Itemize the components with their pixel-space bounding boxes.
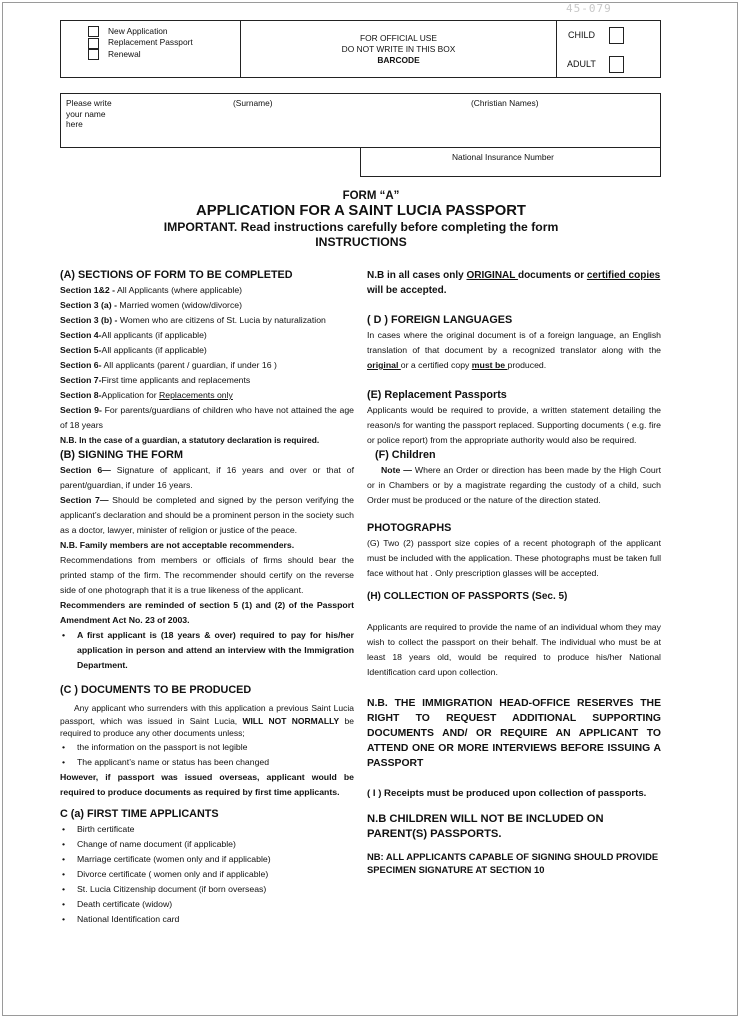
checkbox[interactable] xyxy=(88,26,99,37)
list-item: • Change of name document (if applicable) xyxy=(60,837,354,852)
official-use-box xyxy=(241,33,556,66)
name-box[interactable] xyxy=(60,93,661,148)
right-column xyxy=(367,268,661,876)
signing-section-7: Section 7— Should be completed and signed by the person verifying the applicant’s declaration and should be a prominent person in the society such as a doctor, lawyer, minister of religion or justice of the peace. xyxy=(60,495,354,535)
section-e-text: Applicants would be required to provide, a written statement detailing the reason/s for wanting the passport replaced. Supporting documents ( e.g. fire or police report) from the appropriate authority would also be required. xyxy=(367,405,661,445)
section-ca-heading: C (a) FIRST TIME APPLICANTS xyxy=(60,807,219,820)
section-c-paragraph: Any applicant who surrenders with this application a previous Saint Lucia passport, which was issued in Saint Lucia, WILL NOT NORMALLY be required to produce any other documents unless; xyxy=(60,703,354,738)
recommenders-reminder: Recommenders are reminded of section 5 (1) and (2) of the Passport Amendment Act No. 23 of 2003. xyxy=(60,600,354,625)
section-b-heading: (B) SIGNING THE FORM xyxy=(60,449,183,461)
form-label: FORM “A” xyxy=(342,190,400,202)
nb-signature: NB: ALL APPLICANTS CAPABLE OF SIGNING SHOULD PROVIDE SPECIMEN SIGNATURE AT SECTION 10 xyxy=(367,851,659,875)
adult-label: ADULT xyxy=(567,59,596,69)
section-9: Section 9- For parents/guardians of children who have not attained the age of 18 years xyxy=(60,405,354,430)
photographs-heading: PHOTOGRAPHS xyxy=(367,522,452,534)
christian-names-label: (Christian Names) xyxy=(471,98,539,108)
section-5: Section 5-All applicants (if applicable) xyxy=(60,345,207,355)
checkbox[interactable] xyxy=(88,49,99,60)
section-e-heading: (E) Replacement Passports xyxy=(367,389,507,401)
section-3a: Section 3 (a) - Married women (widow/divorce) xyxy=(60,300,243,310)
official-use-line2: DO NOT WRITE IN THIS BOX xyxy=(341,44,456,54)
section-6: Section 6- All applicants (parent / guardian, if under 16 ) xyxy=(60,360,277,370)
section-4: Section 4-All applicants (if applicable) xyxy=(60,330,207,340)
header-divider-right xyxy=(556,20,557,78)
list-item: • St. Lucia Citizenship document (if born overseas) xyxy=(60,882,354,897)
section-h-heading: (H) COLLECTION OF PASSPORTS (Sec. 5) xyxy=(367,591,568,602)
checkbox[interactable] xyxy=(88,38,99,49)
nb-head-office: N.B. THE IMMIGRATION HEAD-OFFICE RESERVES THE RIGHT TO REQUEST ADDITIONAL SUPPORTING DOCUMENTS AND/ OR REQUIRE AN APPLICANT TO ATTEND ONE OR MORE INTERVIEWS BEFORE ISSUING A PASSPORT xyxy=(367,698,661,769)
surname-label: (Surname) xyxy=(233,98,273,108)
section-7: Section 7-First time applicants and replacements xyxy=(60,375,251,385)
left-column xyxy=(60,268,354,927)
important-notice: IMPORTANT. Read instructions carefully before completing the form xyxy=(163,220,559,234)
section-c-bullet: • The applicant’s name or status has been changed xyxy=(60,755,354,770)
adult-checkbox[interactable] xyxy=(609,56,624,73)
barcode-label: BARCODE xyxy=(377,55,420,65)
section-d-heading: ( D ) FOREIGN LANGUAGES xyxy=(367,314,513,326)
section-c-heading: (C ) DOCUMENTS TO BE PRODUCED xyxy=(60,684,252,696)
overseas-note: However, if passport was issued overseas, applicant would be required to produce documents as required by first time applicants. xyxy=(60,771,354,797)
nb-family: N.B. Family members are not acceptable recommenders. xyxy=(60,540,295,550)
option-replacement-passport[interactable]: Replacement Passport xyxy=(88,37,193,48)
child-checkbox[interactable] xyxy=(609,27,624,44)
section-3b: Section 3 (b) - Women who are citizens of St. Lucia by naturalization xyxy=(60,315,326,325)
corner-stamp: 45-079 xyxy=(566,2,612,15)
signing-section-6: Section 6— Signature of applicant, if 16 years and over or that of parent/guardian, if under 16 years. xyxy=(60,465,355,490)
section-c-bullet: • the information on the passport is not legible xyxy=(60,740,354,755)
nb-children: N.B CHILDREN WILL NOT BE INCLUDED ON PARENT(S) PASSPORTS. xyxy=(367,813,604,840)
list-item: • Birth certificate xyxy=(60,822,354,837)
section-g-text: (G) Two (2) passport size copies of a recent photograph of the applicant must be included with the application. These photographs must be taken full face without hat . Only prescription glasses will be accepted. xyxy=(367,538,661,578)
instructions-heading: INSTRUCTIONS xyxy=(315,235,407,249)
section-h-text: Applicants are required to provide the name of an individual whom they may wish to collect the passport on their behalf. The individual who must be at least 18 years old, would be required to produce his/her National Identification card upon collection. xyxy=(367,622,661,677)
child-label: CHILD xyxy=(568,30,596,40)
section-d-text: In cases where the original document is of a foreign language, an English translation of that document by a recognized translator along with the original or a certified copy must be produced. xyxy=(367,330,661,370)
section-1-2: Section 1&2 - All Applicants (where applicable) xyxy=(60,285,243,295)
nb-guardian: N.B. In the case of a guardian, a statutory declaration is required. xyxy=(60,435,320,445)
name-instructions: Please write your name here xyxy=(66,98,112,129)
section-a-heading: (A) SECTIONS OF FORM TO BE COMPLETED xyxy=(60,269,293,281)
page-title: APPLICATION FOR A SAINT LUCIA PASSPORT xyxy=(196,203,526,219)
nb-original: N.B in all cases only ORIGINAL documents or certified copies will be accepted. xyxy=(367,270,661,296)
list-item: • Death certificate (widow) xyxy=(60,897,354,912)
list-item: • National Identification card xyxy=(60,912,354,927)
section-8: Section 8-Application for Replacements only xyxy=(60,390,233,400)
option-renewal[interactable]: Renewal xyxy=(88,49,193,60)
list-item: • Marriage certificate (women only and if applicable) xyxy=(60,852,354,867)
section-f-heading: (F) Children xyxy=(375,449,436,461)
list-item: • Divorce certificate ( women only and if applicable) xyxy=(60,867,354,882)
official-use-line1: FOR OFFICIAL USE xyxy=(360,33,437,43)
option-new-application[interactable]: New Application xyxy=(88,26,193,37)
national-insurance-number-label: National Insurance Number xyxy=(452,152,554,162)
application-type-options xyxy=(88,26,193,60)
first-applicant-bullet: • A first applicant is (18 years & over) required to pay for his/her application in person and attend an interview with the Immigration Department. xyxy=(60,628,354,673)
section-i-text: ( I ) Receipts must be produced upon collection of passports. xyxy=(367,788,647,799)
section-f-text: Note — Where an Order or direction has been made by the High Court or in Chambers or by a magistrate regarding the custody of a child, such Order must be produced or the nature of the direction stated. xyxy=(367,465,661,505)
recommendation-text: Recommendations from members or officials of firms should bear the printed stamp of the firm. The recommender should certify on the reverse side of one photograph that it is a true likeness of the applicant. xyxy=(60,555,354,595)
